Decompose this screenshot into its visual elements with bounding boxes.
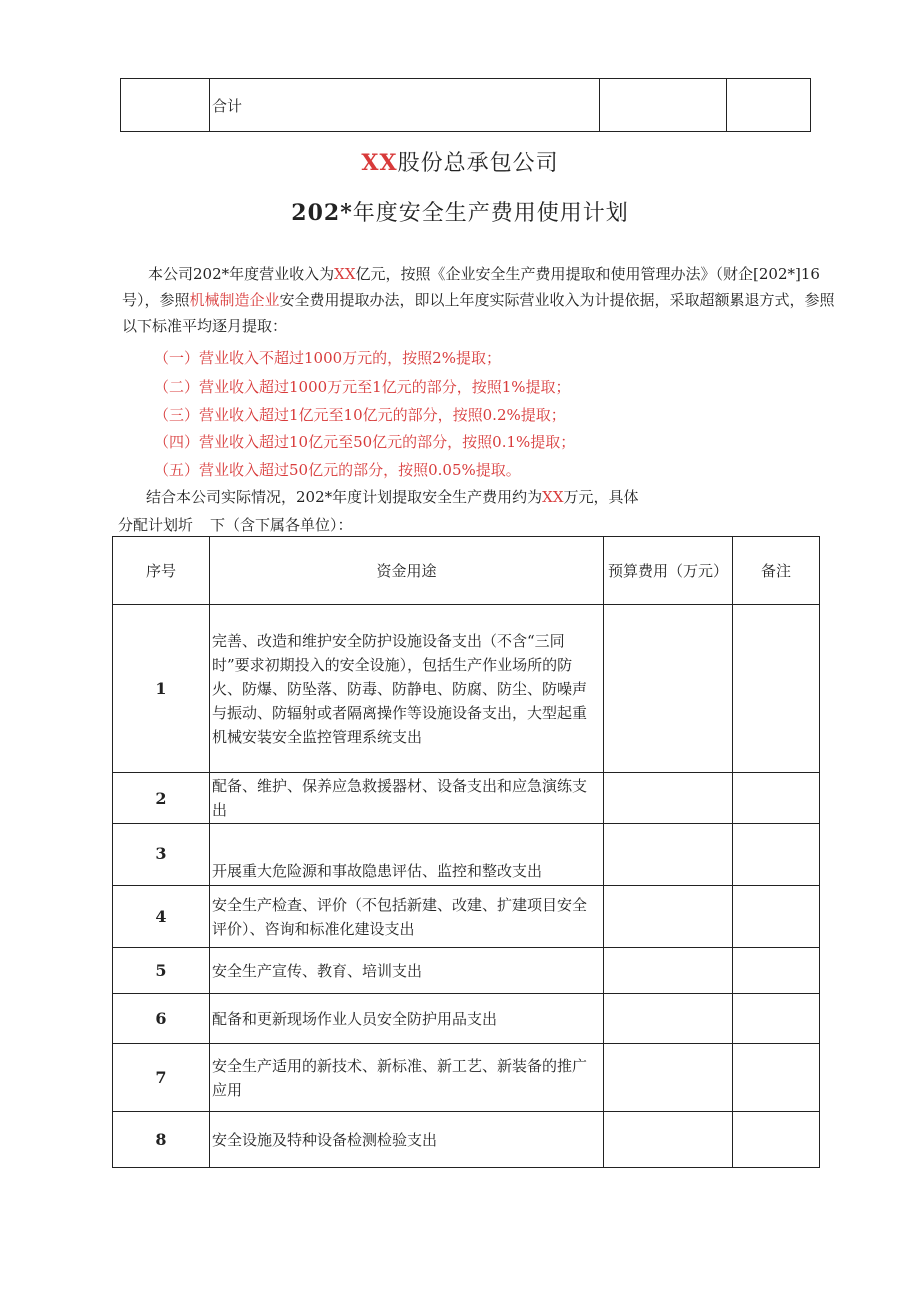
company-title [0, 146, 920, 177]
row-remark [733, 605, 820, 773]
row-use: 安全生产宣传、教育、培训支出 [210, 948, 604, 994]
table-row [113, 1112, 820, 1168]
row-use: 开展重大危险源和事故隐患评估、监控和整改支出 [210, 824, 604, 886]
plan-line2-a: 分配计划圻 [118, 516, 194, 534]
row-use: 安全生产适用的新技术、新标准、新工艺、新装备的推广应用 [210, 1044, 604, 1112]
table-row [113, 948, 820, 994]
intro-seg: 本公司 [148, 265, 194, 283]
intro-seg: 亿元，按照《企业安全生产费用提取和使用管理办法》（财企[202*]16号），参照 [122, 265, 820, 309]
row-budget [604, 994, 733, 1044]
row-use: 配备和更新现场作业人员安全防护用品支出 [210, 994, 604, 1044]
intro-seg: 年度营业收入为 [229, 265, 335, 283]
header-budget: 预算费用（万元） [604, 537, 733, 605]
company-placeholder: XX [361, 150, 398, 176]
company-name: 股份总承包公司 [397, 151, 559, 176]
row-budget [604, 1112, 733, 1168]
rule-item: （三）营业收入超过1亿元至10亿元的部分，按照0.2%提取； [154, 406, 566, 424]
row-budget [604, 948, 733, 994]
header-no: 序号 [113, 537, 210, 605]
row-remark [733, 1112, 820, 1168]
table-row [113, 773, 820, 824]
plan-seg: 结合本公司实际情况，202*年度计划提取安全生产费用约为 [146, 488, 543, 506]
row-budget [604, 886, 733, 948]
row-no: 1 [113, 605, 210, 773]
row-remark [733, 1044, 820, 1112]
row-budget [604, 824, 733, 886]
row-no: 7 [113, 1044, 210, 1112]
total-row [121, 79, 811, 132]
table-row [113, 886, 820, 948]
total-summary-table [120, 78, 811, 132]
total-label: 合计 [210, 79, 600, 132]
plan-title [0, 196, 920, 227]
table-row [113, 994, 820, 1044]
row-remark [733, 948, 820, 994]
plan-amount-placeholder: XX [542, 488, 564, 506]
row-no: 2 [113, 773, 210, 824]
table-row [113, 605, 820, 773]
intro-seg: 安全费用提取办法，即以上年度实际营业收入为计提依据，采取超额累退方式，参照以下标准平均逐月提取： [122, 291, 835, 335]
row-use: 安全生产检查、评价（不包括新建、改建、扩建项目安全评价）、咨询和标准化建设支出 [210, 886, 604, 948]
row-no: 6 [113, 994, 210, 1044]
header-remark: 备注 [733, 537, 820, 605]
revenue-placeholder: XX [334, 265, 356, 283]
row-use: 安全设施及特种设备检测检验支出 [210, 1112, 604, 1168]
total-remark-cell [727, 79, 811, 132]
row-remark [733, 886, 820, 948]
row-budget [604, 773, 733, 824]
intro-paragraph [122, 261, 842, 339]
table-header-row [113, 537, 820, 605]
rule-item: （五）营业收入超过50亿元的部分，按照0.05%提取。 [154, 461, 521, 479]
row-budget [604, 605, 733, 773]
total-cell-empty [121, 79, 210, 132]
total-budget-cell [600, 79, 727, 132]
rule-item: （一）营业收入不超过1000万元的，按照2%提取； [154, 349, 501, 367]
rule-item: （二）营业收入超过1000万元至1亿元的部分，按照1%提取； [154, 378, 571, 396]
row-no: 3 [113, 824, 210, 886]
plan-paragraph [146, 486, 639, 507]
plan-line2-b: 下（含下属各单位）： [210, 516, 353, 534]
row-use: 配备、维护、保养应急救援器材、设备支出和应急演练支出 [210, 773, 604, 824]
row-budget [604, 1044, 733, 1112]
safety-cost-table [112, 536, 820, 1168]
row-no: 8 [113, 1112, 210, 1168]
plan-title-text: 年度安全生产费用使用计划 [352, 201, 629, 226]
row-no: 4 [113, 886, 210, 948]
industry-highlight: 机械制造企业 [189, 291, 280, 309]
header-use: 资金用途 [210, 537, 604, 605]
plan-seg: 万元，具体 [563, 488, 639, 506]
row-no: 5 [113, 948, 210, 994]
row-remark [733, 773, 820, 824]
intro-year: 202* [193, 265, 230, 283]
rule-item: （四）营业收入超过10亿元至50亿元的部分，按照0.1%提取； [154, 433, 576, 451]
row-remark [733, 824, 820, 886]
row-use: 完善、改造和维护安全防护设施设备支出（不含“三同时”要求初期投入的安全设施），包括生产作业场所的防火、防爆、防坠落、防毒、防静电、防腐、防尘、防噪声与振动、防辐射或者隔离操作等设施设备支出，大型起重机械安装安全监控管理系统支出 [210, 605, 604, 773]
table-row [113, 824, 820, 886]
row-remark [733, 994, 820, 1044]
table-row [113, 1044, 820, 1112]
plan-year: 202* [291, 200, 353, 226]
